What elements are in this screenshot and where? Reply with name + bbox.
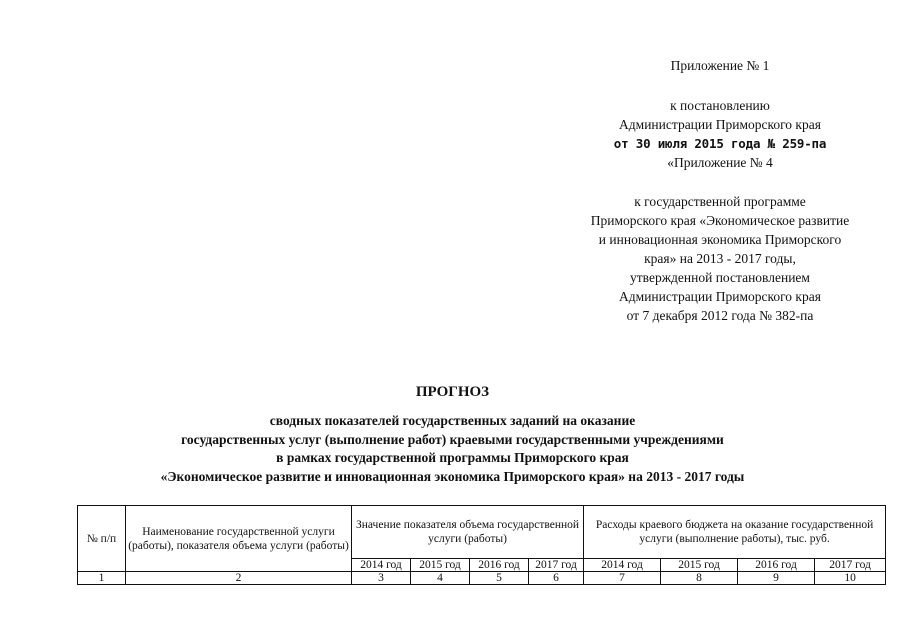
column-number: 5 [470,572,529,585]
header-expense-year: 2014 год [584,559,661,572]
program-reference [570,192,870,325]
forecast-table [77,505,886,585]
program-ref-line-2: Приморского края «Экономическое развитие [590,213,850,228]
program-ref-line-5: утвержденной постановлением [630,270,810,285]
column-number: 8 [661,572,738,585]
header-expense-year: 2015 год [661,559,738,572]
subtitle-line-2: государственных услуг (выполнение работ) краевыми государственными учреждениями [181,431,724,447]
resolution-date-number: от 30 июля 2015 года № 259-па [613,136,827,151]
program-ref-line-4: края» на 2013 - 2017 годы, [644,251,796,266]
column-number: 3 [352,572,411,585]
inner-appendix-line: «Приложение № 4 [667,155,773,170]
column-numbers-row [78,572,886,585]
document-title: ПРОГНОЗ [415,384,490,400]
header-value-year: 2015 год [411,559,470,572]
header-value-year: 2016 год [470,559,529,572]
header-expense-year: 2017 год [815,559,886,572]
column-number: 9 [738,572,815,585]
header-indicator-value: Значение показателя объема государственной услуги (работы) [352,506,584,559]
header-expense-year: 2016 год [738,559,815,572]
administration-line: Администрации Приморского края [619,117,821,132]
column-number: 2 [126,572,352,585]
program-ref-line-3: и инновационная экономика Приморского [598,232,842,247]
column-number: 4 [411,572,470,585]
subtitle-line-1: сводных показателей государственных заданий на оказание [269,413,636,428]
column-number: 1 [78,572,126,585]
subtitle-line-3: в рамках государственной программы Приморского края [276,450,629,465]
to-resolution-line: к постановлению [670,98,770,113]
program-ref-line-6: Администрации Приморского края [619,289,821,304]
program-ref-line-1: к государственной программе [634,194,806,209]
resolution-reference [570,96,870,172]
header-value-year: 2014 год [352,559,411,572]
column-number: 6 [529,572,584,585]
header-service-name: Наименование государственной услуги (работы), показателя объема услуги (работы) [126,506,352,572]
header-budget-expense: Расходы краевого бюджета на оказание государственной услуги (выполнение работы), тыс. руб. [584,506,886,559]
header-value-year: 2017 год [529,559,584,572]
appendix-title: Приложение № 1 [670,58,770,73]
column-number: 10 [815,572,886,585]
document-subtitle [0,412,905,486]
program-ref-line-7: от 7 декабря 2012 года № 382-па [626,308,814,323]
column-number: 7 [584,572,661,585]
header-num: № п/п [78,506,126,572]
subtitle-line-4: «Экономическое развитие и инновационная экономика Приморского края» на 2013 - 2017 годы [160,468,745,484]
